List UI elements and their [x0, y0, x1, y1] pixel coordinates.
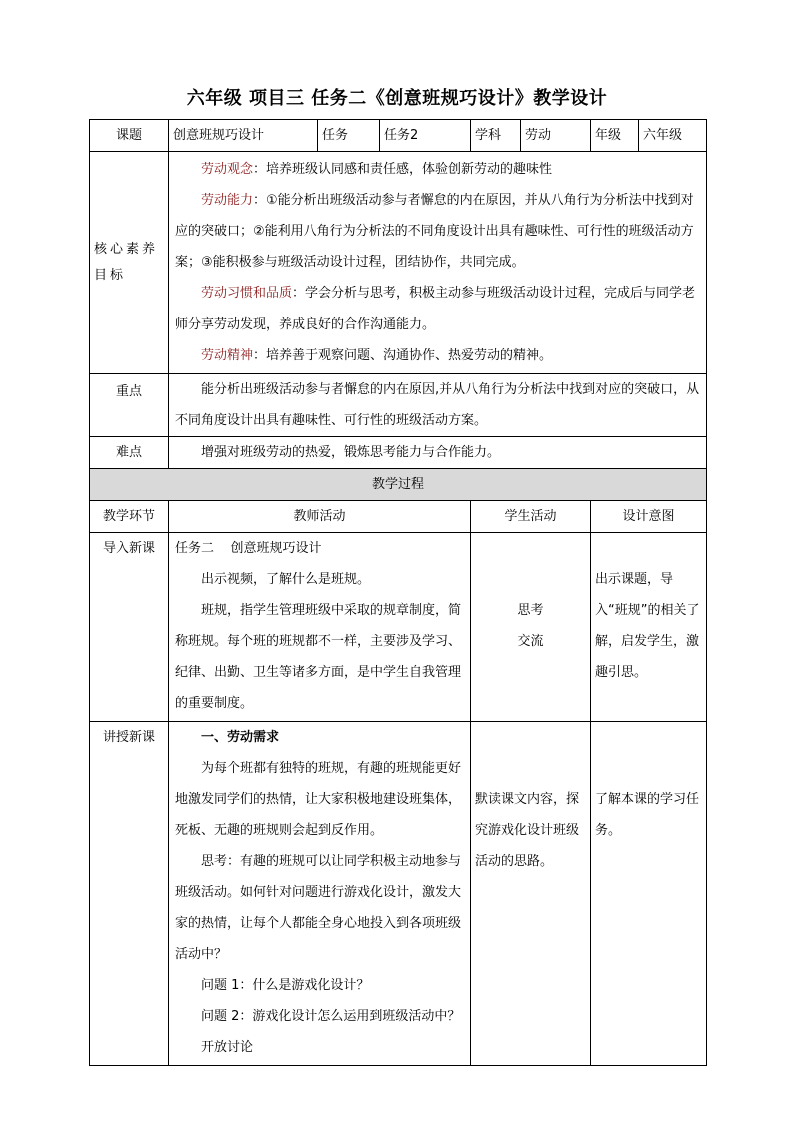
lecture-discussion: 开放讨论 — [201, 1040, 254, 1055]
intro-student-line: 交流 — [517, 634, 544, 649]
col-student-header: 学生活动 — [471, 501, 591, 533]
lecture-paragraph: 思考：有趣的班规可以让同学积极主动地参与班级活动。如何针对问题进行游戏化设计，激发大家的热情，让每个人都能全身心地投入到各项班级活动中？ — [175, 854, 462, 962]
column-header-row — [90, 501, 707, 533]
intro-intent — [591, 533, 707, 722]
core-item — [175, 340, 700, 371]
col-intent-header: 设计意图 — [591, 501, 707, 533]
col-teacher-header: 教师活动 — [169, 501, 471, 533]
process-header-row — [90, 469, 707, 501]
core-item-text: ：培养班级认同感和责任感，体验创新劳动的趣味性 — [253, 162, 553, 177]
lecture-stage: 讲授新课 — [90, 722, 169, 1066]
lecture-heading: 一、劳动需求 — [201, 730, 280, 745]
lecture-student-text: 默读课文内容，探究游戏化设计班级活动的思路。 — [475, 792, 580, 869]
lecture-question: 问题 1：什么是游戏化设计？ — [201, 978, 370, 993]
difficulty-row — [90, 437, 707, 469]
core-competency-content — [169, 152, 707, 374]
info-row — [90, 120, 707, 152]
core-item — [175, 278, 700, 340]
key-point-text: 能分析出班级活动参与者懈怠的内在原因,并从八角行为分析法中找到对应的突破口，从不同角度设计出具有趣味性、可行性的班级活动方案。 — [175, 382, 700, 428]
intro-student — [471, 533, 591, 722]
intro-task-line: 任务二 创意班规巧设计 — [175, 541, 322, 556]
grade-value: 六年级 — [639, 120, 707, 152]
core-item — [175, 185, 700, 278]
lecture-row — [90, 722, 707, 1066]
core-item — [175, 154, 700, 185]
core-item-key: 劳动能力 — [201, 193, 254, 208]
lesson-plan-table — [89, 119, 707, 1066]
key-point-label: 重点 — [90, 374, 169, 437]
lecture-paragraph: 为每个班都有独特的班规，有趣的班规能更好地激发同学们的热情，让大家积极地建设班集体，死板、无趣的班规则会起到反作用。 — [175, 761, 462, 838]
core-item-key: 劳动观念 — [201, 162, 254, 177]
core-competency-row — [90, 152, 707, 374]
lecture-intent — [591, 722, 707, 1066]
intro-paragraph: 班规，指学生管理班级中采取的规章制度，简称班规。每个班的班规都不一样，主要涉及学习、纪律、出勤、卫生等诸多方面，是中学生自我管理的重要制度。 — [175, 603, 462, 711]
core-item-text: ：培养善于观察问题、沟通协作、热爱劳动的精神。 — [253, 348, 553, 363]
intro-teacher — [169, 533, 471, 722]
topic-value: 创意班规巧设计 — [169, 120, 318, 152]
subject-label: 学科 — [471, 120, 521, 152]
subject-value: 劳动 — [521, 120, 591, 152]
core-competency-label: 核心素养目标 — [90, 152, 169, 374]
key-point-content — [169, 374, 707, 437]
intro-student-line: 思考 — [517, 603, 544, 618]
core-item-key: 劳动习惯和品质 — [201, 286, 293, 301]
col-stage-header: 教学环节 — [90, 501, 169, 533]
difficulty-label: 难点 — [90, 437, 169, 469]
lecture-question: 问题 2：游戏化设计怎么运用到班级活动中？ — [201, 1009, 461, 1024]
core-item-text: ：①能分析出班级活动参与者懈怠的内在原因，并从八角行为分析法中找到对应的突破口；②能利用八角行为分析法的不同角度设计出具有趣味性、可行性的班级活动方案；③能积极参与班级活动设计过程，团结协作，共同完成。 — [175, 193, 694, 270]
difficulty-text: 增强对班级劳动的热爱，锻炼思考能力与合作能力。 — [201, 445, 501, 460]
difficulty-content — [169, 437, 707, 469]
process-header: 教学过程 — [90, 469, 707, 501]
key-point-row — [90, 374, 707, 437]
document-title: 六年级 项目三 任务二《创意班规巧设计》教学设计 — [186, 88, 608, 109]
intro-paragraph: 出示视频，了解什么是班规。 — [201, 572, 371, 587]
task-value: 任务2 — [380, 120, 471, 152]
intro-row — [90, 533, 707, 722]
task-label: 任务 — [318, 120, 380, 152]
topic-label: 课题 — [90, 120, 169, 152]
core-item-text: ：学会分析与思考，积极主动参与班级活动设计过程，完成后与同学老师分享劳动发现，养成良好的合作沟通能力。 — [175, 286, 696, 332]
intro-intent-text: 出示课题，导入“班规”的相关了解，启发学生，激趣引思。 — [595, 572, 700, 680]
core-item-key: 劳动精神 — [201, 348, 254, 363]
intro-stage: 导入新课 — [90, 533, 169, 722]
lecture-student — [471, 722, 591, 1066]
lecture-teacher — [169, 722, 471, 1066]
grade-label: 年级 — [591, 120, 639, 152]
lecture-intent-text: 了解本课的学习任务。 — [595, 792, 700, 838]
